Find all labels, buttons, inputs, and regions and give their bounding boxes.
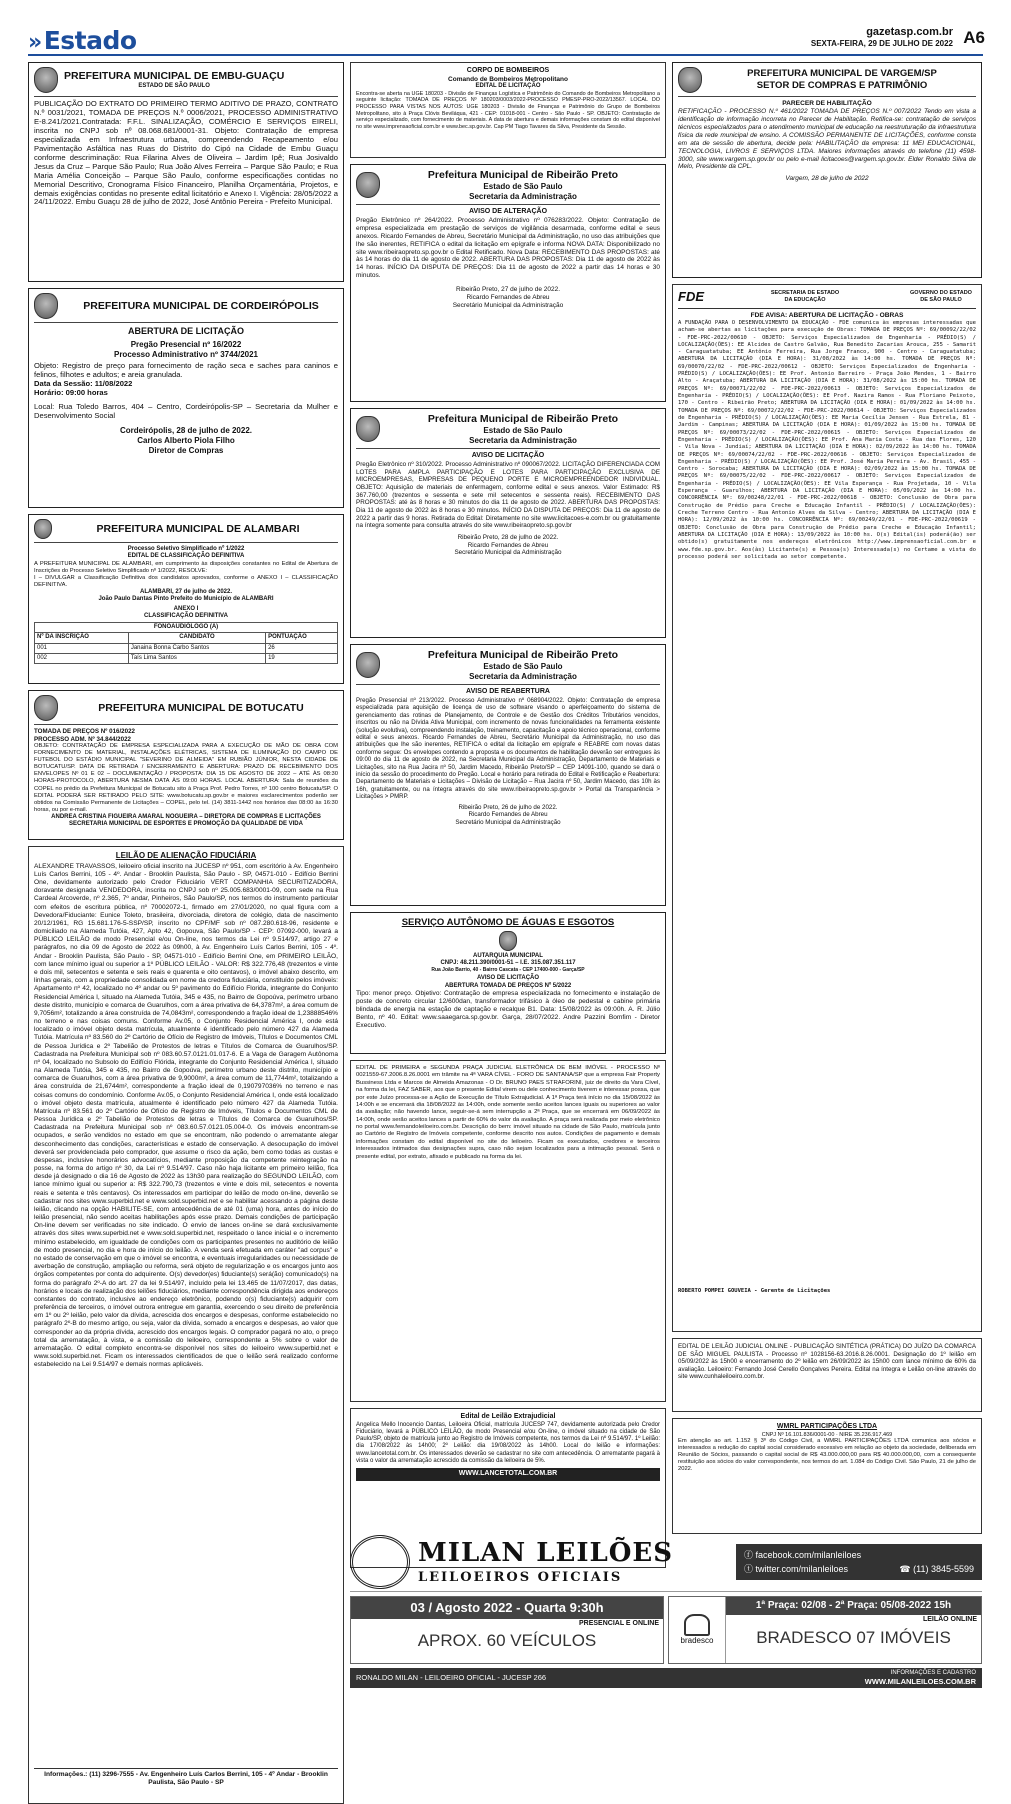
table-header: Nº DA INSCRIÇÃO [35,633,129,643]
milan-leiloes-ad[interactable] [350,1533,982,1779]
notice-edital-judicial [672,1338,982,1412]
table-group: FONOAUDIÓLOGO (A) [35,623,338,633]
table-cell: Janaina Bonna Carbo Santos [128,643,265,653]
embu-subtitle: ESTADO DE SÃO PAULO [138,82,210,89]
cordeiropolis-signer-role: Diretor de Compras [148,445,224,455]
alambari-anexo: ANEXO I [173,605,199,612]
milan-social [736,1544,982,1581]
ad-vehicles-mode: PRESENCIAL E ONLINE [579,1619,659,1627]
table-cell: 002 [35,654,129,664]
ribeirao-crest-icon [356,416,380,442]
milan-brand [418,1538,673,1586]
rp2-aviso: AVISO DE LICITAÇÃO [471,452,545,460]
table-cell: Taís Lima Santos [128,654,265,664]
phone-link[interactable] [899,1562,974,1576]
notice-wmrl [672,1418,982,1534]
embu-title: PREFEITURA MUNICIPAL DE EMBU-GUAÇU [64,69,285,82]
table-cell: 19 [266,654,338,664]
vargem-sign: Vargem, 28 de julho de 2022 [785,175,869,183]
rp3-text: Pregão Presencial nº 213/2022. Processo Administrativo nº 068904/2022. Objeto: Contratação de empresa especializada para aquisição de licença de uso de software visando o aperfeiçoamento do sistema de gerenciamento das rotinas de Planejamento, de Controle e de Gestão dos Créditos Tributários vencidos, inscritos ou não na Dívida Ativa Municipal, com incremento de novas funcionalidades na ferramenta existente (solução evolutiva), compreendendo instalação, treinamento, capacitação e apoio técnico operacional, conforme edital e seus anexos. Ricardo Fernandes de Abreu, Secretário Municipal da Administração, no uso das atribuições que lhe são inerentes, RETIFICA o edital da licitação em epígrafe e REABRE com novas datas conforme segue: Os envelopes contendo a proposta e os documentos de habilitação deverão ser entregues às 09:00 do dia 11 de agosto de 2022, na Secretaria Municipal da Administração, Departamento de Materiais e Licitações, sito na Rua Jacira nº 50, Jardim Macedo, Ribeirão Preto/SP – CEP 14091-100, quando se dará o início da sessão do procedimento do Pregão. Local e horário para retirada do Edital e Retificação e Reabertura: Departamento de Materiais e Licitações – Divisão de Licitação – Rua Jacira nº 50, Jardim Macedo, das 10h às 16h, gratuitamente, ou na íntegra através do site www.ribeiraopreto.sp.gov.br > Portal da Transparência > Licitações > PMRP. [356,696,660,801]
botucatu-tp: TOMADA DE PREÇOS Nº 016/2022 [34,728,135,735]
table-row [35,643,338,653]
leilao-contact: Informações.: (11) 3296-7555 - Av. Engenheiro Luís Carlos Berrini, 105 - 4º Andar - Brooklin Paulista, São Paulo - SP [34,1768,338,1787]
rp1-sub2: Secretaria da Administração [469,191,577,201]
phone-text: (11) 3845-5599 [913,1564,974,1574]
ad-bradesco-mode: LEILÃO ONLINE [922,1616,977,1624]
rp1-sign1: Ribeirão Preto, 27 de julho de 2022. [455,286,561,294]
extrajud-text: Angelica Mello Inocencio Dantas, Leiloeira Oficial, matrícula JUCESP 747, devidamente autorizada pelo Credor Fiduciário, levará a PÚBLICO LEILÃO, de modo Presencial e/ou On-line, o imóvel situado na cidade de São Paulo/SP, objeto de matrícula junto ao Registro de Imóveis competente, nos termos da Lei nº 9.514/97. 1º Leilão: dia 17/08/2022 às 14h00; 2º Leilão: dia 19/08/2022 às 14h00. Local do leilão e informações: www.lancetotal.com.br. Os interessados deverão se cadastrar no site com antecedência. O arrematante pagará à vista o valor da arrematação acrescido da comissão da leiloeira de 5%. [356,1421,660,1465]
notice-alambari [28,514,344,684]
page-number: A6 [963,28,985,47]
fde-heading: FDE AVISA: ABERTURA DE LICITAÇÃO - OBRAS [750,311,904,319]
cordeiropolis-local: Local: Rua Toledo Barros, 404 – Centro, Cordeirópolis-SP – Secretaria da Mulher e Desenvolvimento Social [34,402,338,421]
notice-praca-judicial [350,1060,666,1402]
ribeirao-crest-icon [356,172,380,198]
newspaper-logo[interactable] [28,26,137,57]
masthead [28,26,983,56]
milan-footer-url[interactable]: WWW.MILANLEILOES.COM.BR [864,1677,976,1687]
fde-governo: GOVERNO DO ESTADO DE SÃO PAULO [910,290,972,303]
embu-crest-icon [34,67,58,93]
extrajud-url[interactable]: WWW.LANCETOTAL.COM.BR [356,1468,660,1481]
notice-vargem [672,62,982,278]
table-cell: 001 [35,643,129,653]
wmrl-title: WMRL PARTICIPAÇÕES LTDA [776,1423,878,1430]
wmrl-sub: CNPJ Nº 16.101.836/0001-00 · NIRE 35.236.917.469 [761,1431,893,1438]
alambari-sub1: Processo Seletivo Simplificado nº 1/2022 [127,546,245,552]
rp2-sub1: Estado de São Paulo [483,425,563,435]
alambari-text2: I – DIVULGAR a Classificação Definitiva dos candidatos aprovados, conforme o ANEXO I – CLASSIFICAÇÃO DEFINITIVA. [34,574,338,588]
cordeiropolis-heading: ABERTURA DE LICITAÇÃO [128,326,244,336]
table-header: PONTUAÇÃO [266,633,338,643]
milan-footer-info: INFORMAÇÕES E CADASTRO [890,1669,976,1676]
rp1-sign3: Secretário Municipal da Administração [452,302,564,310]
notice-fde [672,284,982,1332]
cordeiropolis-processo: Processo Administrativo nº 3744/2021 [113,349,259,359]
rp3-sign1: Ribeirão Preto, 26 de julho de 2022. [458,803,558,811]
cordeiropolis-sign-date: Cordeirópolis, 28 de julho de 2022. [119,426,253,436]
botucatu-sign: ANDREA CRISTINA FIGUEIRA AMARAL NOGUEIRA – DIRETORA DE COMPRAS E LICITAÇÕES SECRETARIA MUNICIPAL DE ESPORTES E PROMOÇÃO DA QUALIDADE DE VIDA [51,813,321,828]
cordeiropolis-signer: Carlos Alberto Piola Filho [137,435,235,445]
notice-leilao-fiduciaria [28,846,344,1804]
logo-text: Estado [43,26,137,55]
notice-cordeiropolis [28,288,344,508]
fde-secretaria: SECRETARIA DE ESTADO DA EDUCAÇÃO [770,290,840,303]
column-1 [28,62,344,1786]
rp2-sign2: Ricardo Fernandes de Abreu [467,541,549,549]
botucatu-proc: PROCESSO ADM. Nº 34.844/2022 [34,735,131,743]
bradesco-label: bradesco [680,1636,714,1646]
notice-ribeirao-3 [350,644,666,906]
vargem-title: PREFEITURA MUNICIPAL DE VARGEM/SP [747,68,937,80]
rp1-title: Prefeitura Municipal de Ribeirão Preto [427,169,619,181]
facebook-link[interactable] [744,1548,974,1562]
rp3-aviso: AVISO DE REABERTURA [466,688,550,696]
vargem-text: RETIFICAÇÃO - PROCESSO N.º 461/2022 TOMADA DE PREÇOS N.º 007/2022 Tendo em vista a identificação de informação incorreta no Parecer de Habilitação. Retifica-se: contratação de serviços técnicos especializados para o atendimento municipal de educação na reestruturação da infraestrutura física da rede municipal de ensino. A COMISSÃO PERMANENTE DE LICITAÇÕES, conforme consta em ata de sessão de abertura, decide pela: HABILITAÇÃO da empresa: 11 MEI EDUCACIONAL, TECNOLOGIA, LIVROS E SERVIÇOS LTDA. Maiores informações através do telefone (11) 4598-3000, site www.vargem.sp.gov.br ou pelo e-mail licitacoes@vargem.sp.gov.br. Elder Ronaldo Silva de Melo, Presidente da CPL. [678,108,976,171]
notice-saae [350,912,666,1054]
extrajud-title: Edital de Leilão Extrajudicial [460,1413,556,1420]
saae-text: Tipo: menor preço. Objetivo: Contratação de empresa especializada no fornecimento e instalação de poste de concreto circular 12/600dan, transformador trifásico à óleo de pedestal e cabine primária blindada de energia na estação de captação e recalque B1. Data: 15/08/2022 às 09:00h. A. R. Júlio Bento, nº 40. Edital: www.saaegarca.sp.gov.br. Garça, 28/07/2022. Andre Pazzini Bomfim - Diretor Executivo. [356,989,660,1030]
ad-bradesco-date: 1ª Praça: 02/08 - 2ª Praça: 05/08-2022 15h [726,1597,981,1615]
table-header: CANDIDATO [128,633,265,643]
milan-brand-name: MILAN LEILÕES [418,1538,673,1569]
masthead-info [811,26,983,49]
rp2-sub2: Secretaria da Administração [469,435,577,445]
ad-bradesco[interactable] [668,1596,982,1664]
cordeiropolis-time: Horário: 09:00 horas [34,388,108,398]
botucatu-title: PREFEITURA MUNICIPAL DE BOTUCATU [98,701,304,714]
alambari-sub2: EDITAL DE CLASSIFICAÇÃO DEFINITIVA [127,553,245,560]
saae-sub3: Rua João Barrio, 40 - Bairro Cascata - CEP 17400-000 - Garça/SP [431,967,585,974]
cordeiropolis-pregao: Pregão Presencial nº 16/2022 [130,339,242,349]
cordeiropolis-title: PREFEITURA MUNICIPAL DE CORDEIRÓPOLIS [83,299,319,312]
fde-logo: FDE [678,289,704,304]
rp2-sign3: Secretário Municipal da Administração [454,549,562,557]
rp3-sign2: Ricardo Fernandes de Abreu [468,811,548,819]
saae-sub5: ABERTURA TOMADA DE PREÇOS Nº 5/2022 [444,982,572,989]
bombeiros-sub2: EDITAL DE LICITAÇÃO [475,83,541,90]
notice-botucatu [28,690,344,840]
column-3 [672,62,982,1527]
ad-vehicles-date: 03 / Agosto 2022 - Quarta 9:30h [351,1597,663,1619]
table-cell: 26 [266,643,338,653]
rp1-sub1: Estado de São Paulo [483,181,563,191]
milan-footer [350,1668,982,1688]
leilao-text: ALEXANDRE TRAVASSOS, leiloeiro oficial inscrito na JUCESP nº 951, com escritório à Av. Engenheiro Luís Carlos Berrini, 105 - 4º. Andar - Brooklin Paulista, São Paulo - SP, 04571-010 - Edifício Berrini One, devidamente autorizado pelo Credor Fiduciário VERT COMPANHIA SECURITIZADORA, doravante designada VENDEDORA, inscrita no CNPJ sob nº 25.005.683/0001-09, com sede na Rua Cardeal Arcoverde, nº 2.365, 7º andar, Pinheiros, São Paulo/SP, nos termos do instrumento particular com efeitos de escritura pública, nº 70002072-1, firmado em 27/01/2020, no qual figura com a Devedora/Fiduciante: Eunice Toleto, brasileira, divorciada, diretora de colégio, data de nascimento 20/12/1961, RG 15.681.176-5-SSP/SP, inscrito no CPF/MF sob nº 087.280.618-96, residente e domiciliado na Alameda Tutóia, 427, Apto 42, Gopouva, São Paulo/SP - CEP: 07092-000, levará a PÚBLICO LEILÃO de modo Presencial e/ou On-line, nos termos da Lei nº 9.514/97, artigo 27 e parágrafos, no dia 09 de Agosto de 2022 às 09h00, à Av. Engenheiro Luís Carlos Berrini, 105 - 4º. Andar - Brooklin Paulista, São Paulo - SP, 04571-010 - Edifício Berrini One, em PRIMEIRO LEILÃO, com lance mínimo igual ou superior a 1º PÚBLICO LEILÃO - VALOR: R$ 322.776,48 (trezentos e vinte e dois mil, setecentos e setenta e seis reais e quarenta e oito centavos), o imóvel abaixo descrito, em linhas gerais, com a propriedade consolidada em nome da credora fiduciária, constituído pelos imóveis: Apartamento nº 42, localizado no 4º andar ou 5º pavimento do Edifício Florida, integrante do Conjunto Residencial América I, situado na Alameda Tutóia, 345 e 435, no Bairro de Gopoúva, perímetro urbano deste distrito, município e comarca de Guarulhos, com a área privativa de 64,3787m², a área comum de 9,7056m², totalizando a área construída de 74,0843m², correspondendo a fração ideal de 1,23888546% no terreno e nas coisas comuns. Conforme Av.05, o Conjunto Residencial América I, onde está localizado o imóvel objeto desta matrícula, atualmente é identificado pelo número 427 da Alameda Tutóia. Matrícula nº 83.560 do 2º Cartório de Ofício de Registro de Imóveis, Títulos e Documentos CML de Pessoa Jurídica e 2º Tabelião de Protestos de letras e Títulos de Comarca de Guarulhos/SP. Cadastrada na Prefeitura Municipal sob nº 083.60.57.0121.01.017-6. E a Vaga de Garagem Autônoma nº 04, localizado no Subsolo do Edifício Flórida, integrante do Conjunto Residencial América I, situado na Alameda Tutóia, 345 e 435, no Bairro de Gopoúva, perímetro urbano deste distrito, município e comarca de Guarulhos, com a área privativa de 9,9000m², a área comum de 11,7744m², totalizando a área construída de 21,6744m², correspondente a fração ideal de 0,190797036% no terreno e nas coisas comuns do condomínio. Conforme Av.05, o Conjunto Residencial América I, onde está localizado o imóvel objeto desta matrícula, atualmente é identificado pelo número 427 da Alameda Tutóia. Matrícula nº 83.561 do 2º Cartório de Ofício de Registro de Imóveis, Títulos e Documentos CML de Pessoa Jurídica e 2º Tabelião de Protestos de letras e Títulos de Comarca de Guarulhos/SP. Cadastrada na Prefeitura Municipal sob nº 083.60.57.0121.05.004-0. Os imóveis encontram-se ocupados, e serão vendidos no estado em que se encontram, não podendo o arrematante alegar desconhecimento das condições, características e estado de conservação. A desocupação do imóvel deverá ser providenciada pelo comprador, que assume o risco da ação, bem como todas as custas e despesas, inclusive honorários advocatícios, mediante proposição da competente reintegração na posse, na forma do artigo nº 30, da Lei nº 9.514/97. Caso não haja licitante em primeiro leilão, fica desde já designado o dia 16 de Agosto de 2022 às 13h30 para realização do SEGUNDO LEILÃO, com lance mínimo igual ou superior a: R$ 322.790,73 (trezentos e vinte e dois mil, setecentos e noventa reais e setenta e três centavos). Os interessados em participar do leilão de modo on-line, deverão se cadastrar nos sites www.superbid.net e www.sold.superbid.net e se habilitar acessando a página deste leilão, clicando na opção HABILITE-SE, com antecedência de até 01 (uma) hora, antes do início do leilão presencial, não sendo aceitas habilitações após esse prazo. Demais condições de participação On-line devem ser verificadas no site indicado. O envio de lances on-line se dará exclusivamente através dos sites www.superbid.net e www.sold.superbid.net, respeitado o lance inicial e o incremento mínimo estabelecido, em igualdade de condições com os participantes presentes no auditório de leilão de modo presencial, no dia e hora de início do leilão. A venda será efetuada em caráter "ad corpus" e no estado de conservação em que o imóvel se encontra, e eventuais irregularidades ou necessidade de averbação de construção, ampliação ou reforma, será objeto de regularização e os encargos junto aos órgãos competentes por conta do adquirente. O(s) devedor(es) fiduciante(s) será(ão) comunicado(s) na forma do parágrafo 2º-A do art. 27 da lei 9.514/97, incluído pela lei 13.465 de 11/07/2017, das datas, horários e locais de realização dos leilões fiduciários, mediante correspondência dirigida aos endereços constantes do contrato, inclusive ao endereço eletrônico, podendo o(s) fiduciante(s) adquirir com preferência de terceiros, o imóvel outrora entregue em garantia, exercendo o seu direito de preferência em 1º ou 2º leilão, pelo valor da dívida, acrescida dos encargos e despesas, conforme estabelecido no parágrafo 2º-B do mesmo artigo, ou seja, valor da dívida, somado a encargos e despesas, ao valor que corresponder ao da própria dívida, acrescido dos encargos legais. O comprador pagará no ato, o preço total da arrematação, à vista, e a comissão do leiloeiro, correspondente a 5% sobre o valor de arrematação. O edital completo encontra-se disponível nos sites do leiloeiro www.superbid.net e www.sold.superbid.net. Ficam os interessados cientificados de que o leilão será realizado conforme estabelecido na Lei 9.514/97 e demais normas aplicáveis. [34,862,338,1369]
saae-sub4: AVISO DE LICITAÇÃO [476,975,540,982]
rp1-text: Pregão Eletrônico nº 264/2022. Processo Administrativo nº 076283/2022. Objeto: Contratação de empresa especializada em prestação de serviços de vigilância desarmada, conforme edital e seus anexos. Ricardo Fernandes de Abreu, Secretário Municipal da Administração, no uso das atribuições que lhe são inerentes, RETIFICA o edital da licitação em epígrafe e informa NOVA DATA: Disponibilizado no site www.ribeiraopreto.sp.gov.br o Edital Retificado. Nova Data: RECEBIMENTO DAS PROPOSTAS: até às 14 horas do dia 11 de agosto de 2022. ABERTURA DAS PROPOSTAS: Dia 11 de agosto de 2022 às 14 horas. INÍCIO DA DISPUTA DE PREÇOS: Dia 11 de agosto de 2022 a partir das 14 horas e 30 minutos. [356,216,660,280]
notice-embu-guacu [28,62,344,282]
saae-title: SERVIÇO AUTÔNOMO DE ÁGUAS E ESGOTOS [401,917,615,928]
rp2-text: Pregão Eletrônico nº 310/2022. Processo Administrativo nº 090067/2022. LICITAÇÃO DIFERENCIADA COM LOTES PARA AMPLA PARTICIPAÇÃO E LOTES PARA PARTICIPAÇÃO EXCLUSIVA DE MICROEMPRESAS, EMPRESAS DE PEQUENO PORTE E MICROEMPREENDEDOR INDIVIDUAL. OBJETO: Aquisição de materiais de enfermagem, conforme edital e seus anexos. Valor Estimado: R$ 367.760,00 (trezentos e sessenta e sete mil setecentos e sessenta reais). RECEBIMENTO DAS PROPOSTAS: até às 8 horas e 30 minutos do dia 11 de agosto de 2022. ABERTURA DAS PROPOSTAS: Dia 11 de agosto de 2022 às 8 horas e 30 minutos. INÍCIO DA DISPUTA DE PREÇOS: Dia 11 de agosto de 2022 a partir das 9 horas. Retirada do Edital: Diretamente no site www.licitacoes-e.com.br ou gratuitamente na íntegra somente para consulta através do site www.ribeiraopreto.sp.gov.br [356,460,660,530]
bombeiros-sub: Comando de Bombeiros Metropolitano [448,75,568,83]
twitter-icon: ⓣ [744,1564,756,1574]
alambari-signer: João Paulo Dantas Pinto Prefeito do Município de ALAMBARI [98,596,274,603]
site-url[interactable]: gazetasp.com.br [866,26,953,38]
rp2-sign1: Ribeirão Preto, 28 de julho de 2022. [457,533,559,541]
rp3-sub2: Secretaria da Administração [469,671,577,681]
twitter-link[interactable] [744,1562,848,1576]
wmrl-text: Em atenção ao art. 1.152 § 3º do Código Civil, a WMRL PARTICIPAÇÕES LTDA comunica aos sócios e interessados a redução do capital social considerado excessivo em relação ao objeto da sociedade, deliberada em Reunião de Sócios, passando o capital social de R$ 43.000.000,00 para R$ 40.000.000,00, com a consequente restituição aos sócios do valor correspondente, nos termos do art. 1.084 do Código Civil. São Paulo, 21 de julho de 2022. [678,1438,976,1473]
alambari-sign: ALAMBARI, 27 de julho de 2022. [139,588,233,595]
twitter-text: twitter.com/milanleiloes [755,1564,849,1574]
rp2-title: Prefeitura Municipal de Ribeirão Preto [427,413,619,425]
milan-brand-sub: LEILOEIROS OFICIAIS [418,1569,623,1585]
botucatu-text: OBJETO: CONTRATAÇÃO DE EMPRESA ESPECIALIZADA PARA A EXECUÇÃO DE MÃO DE OBRA COM FORNECIMENTO DE MATERIAL, INSTALAÇÕES ELÉTRICAS, SISTEMA DE ILUMINAÇÃO DO CAMPO DE FUTEBOL DO ESTÁDIO MUNICIPAL "SEVERINO DE ALMEIDA" EM RUBIÃO JÚNIOR, NESTA CIDADE DE BOTUCATU/SP. DATA DE RETIRADA / ENCERRAMENTO E ABERTURA: PRAZO DE RECEBIMENTO DOS ENVELOPES Nº 01 E 02 – DOCUMENTAÇÃO / PROPOSTA: DIA 15 DE AGOSTO DE 2022 – ATÉ ÀS 08:30 HORAS-PROTOCOLO, ABERTURA NESMA DATA ÀS 09:00 HORAS. LOCAL ABERTURA: Sala de reuniões da COPEL no prédio da Prefeitura Municipal de Botucatu sito à Praça Prof. Pedro Torres, nº 100 centro Botucatu/SP. O EDITAL PODERÁ SER RETIRADO PELO SITE: www.botucatu.sp.gov.br e maiores esclarecimentos poderão ser obtidos na Comissão Permanente de Licitações – COPEL, pelo tel. (14) 3811-1442 nos horários das 08:00 às 16:30 horas, ou por e-mail. [34,743,338,813]
cordeiropolis-date: Data da Sessão: 11/08/2022 [34,379,133,389]
milan-footer-left: RONALDO MILAN - LEILOEIRO OFICIAL - JUCESP 266 [356,1673,547,1683]
phone-icon: ☎ [899,1564,914,1574]
rp3-title: Prefeitura Municipal de Ribeirão Preto [427,649,619,661]
facebook-text: facebook.com/milanleiloes [755,1549,862,1560]
notice-ribeirao-1 [350,164,666,402]
notice-ribeirao-2 [350,408,666,638]
vargem-sub2: PARECER DE HABILITAÇÃO [782,100,872,107]
edital-judicial-text: EDITAL DE LEILÃO JUDICIAL ONLINE - PUBLICAÇÃO SINTÉTICA (PRÁTICA) DO JUÍZO DA COMARCA DE SÃO MIGUEL PAULISTA - Processo nº 1028156-63.2016.8.26.0001. Designação do 1º leilão em 05/09/2022 às 15h00 e encerramento do 2º leilão em 26/09/2022 às 15h00 com lance mínimo de 60% da avaliação. Leiloeiro: Fernando José Cerello Gonçalves Pereira. Edital na íntegra e Leilão on-line através do site www.cunhaleiloeiro.com.br. [678,1343,976,1381]
alambari-crest-icon [34,519,52,539]
bradesco-logo-icon [684,1614,710,1636]
rp1-aviso: AVISO DE ALTERAÇÃO [468,208,548,216]
alambari-anexo-sub: CLASSIFICAÇÃO DEFINITIVA [144,612,228,619]
saae-sub2: CNPJ: 48.211.390/0001-51 – I.E. 315.087.351.117 [440,959,576,966]
rp3-sign3: Secretário Municipal da Administração [455,818,561,826]
rp1-sign2: Ricardo Fernandes de Abreu [466,294,550,302]
cordeiropolis-objeto: Objeto: Registro de preço para fornecimento de ração seca e saches para caninos e felinos, filhotes e adultos; e areia granulada. [34,361,338,380]
column-2 [350,62,666,1527]
notice-bombeiros [350,62,666,158]
vargem-sub: SETOR DE COMPRAS E PATRIMÔNIO [756,80,928,91]
leilao-title: LEILÃO DE ALIENAÇÃO FIDUCIÁRIA [115,851,257,860]
ad-vehicles-title: APROX. 60 VEÍCULOS [417,1631,597,1651]
saae-sub1: AUTARQUIA MUNICIPAL [473,952,543,959]
facebook-icon: ⓕ [744,1549,756,1560]
table-row [35,654,338,664]
ad-vehicles[interactable] [350,1596,664,1664]
alambari-title: PREFEITURA MUNICIPAL DE ALAMBARI [96,522,300,535]
ad-bradesco-title: BRADESCO 07 IMÓVEIS [756,1627,951,1647]
ribeirao-crest-icon [356,652,380,678]
alambari-classification-table [34,622,338,664]
praca-judicial-text: EDITAL DE PRIMEIRA e SEGUNDA PRAÇA JUDICIAL ELETRÔNICA DE BEM IMÓVEL - PROCESSO Nº 0021559-67.2006.8.26.0001 em trâmite na 4ª VARA CÍVEL - FORO DE SANTANA/SP que a empresa Fair Property Bussiness Ltda e Marcos de Almeida Amazonas - O Dr. BRUNO PAES STRAFORINI, juiz de direito da Vara Cível, na forma da lei, FAZ SABER, aos que o presente Edital virem ou dele conhecimento tiverem e interessar possa, que por este Juízo processa-se a Ação de Execução de Título Extrajudicial. A 1ª Praça terá início no dia 15/08/2022 às 14:00h e se encerrará dia 18/08/2022 às 14:00h, onde somente serão aceitos lances iguais ou superiores ao valor da avaliação; não havendo lance, seguir-se-á sem interrupção a 2ª Praça, que se encerrará em 06/09/2022 às 14:00h, onde serão aceitos lances a partir de 60% do valor da avaliação. A praça será realizada por meio eletrônico no portal www.fernandoleiloeiro.com.br. Descrição do bem: imóvel situado na cidade de São Paulo, matrícula junto ao Cartório de Registro de Imóveis competente, conforme descrito nos autos. Condições de pagamento e demais informações constam do edital disponível no site do leiloeiro. Ficam os executados, credores e terceiros interessados intimados das designações supra, caso não sejam localizados para a intimação pessoal. Será o presente edital, por extrato, afixado e publicado na forma da lei. [356,1065,660,1160]
fde-text: A FUNDAÇÃO PARA O DESENVOLVIMENTO DA EDUCAÇÃO - FDE comunica às empresas interessadas que acham-se abertas as licitações para execução de Obras: TOMADA DE PREÇOS Nº: 69/00092/22/02 - FDE-PRC-2022/00610 - OBJETO: Serviços Especializados de Engenharia - PRÉDIO(S) / LOCALIZAÇÃO(ÕES): EE Alcides de Castro Galvão, Rua Benedito Zacarias Arouca, 255 - Samarit - Caraguatatuba; EE Antônio Ferreira, Rua Jorge Franco, 900 - Centro - Caraguatatuba; ABERTURA DA LICITAÇÃO (DIA E HORA): 31/08/2022 às 14:00 hs. TOMADA DE PREÇOS Nº: 69/00070/22/02 - FDE-PRC-2022/00612 - OBJETO: Serviços Especializados de Engenharia - PRÉDIO(S) / LOCALIZAÇÃO(ÕES): EE Prof. Antonio Barreiro - Praça João Mendes, 1 - Bairro Alto - Araçatuba; ABERTURA DA LICITAÇÃO (DIA E HORA): 31/08/2022 às 15:00 hs. TOMADA DE PREÇOS Nº: 69/00071/22/02 - FDE-PRC-2022/00613 - OBJETO: Serviços Especializados de Engenharia - PRÉDIO(S) / LOCALIZAÇÃO(ÕES): EE Prof. Nazira Ramos - Rua Floriano Peixoto, 170 - Centro - Ribeirão Preto; ABERTURA DA LICITAÇÃO (DIA E HORA): 01/09/2022 às 14:00 hs. TOMADA DE PREÇOS Nº: 69/00072/22/02 - FDE-PRC-2022/00614 - OBJETO: Serviços Especializados de Engenharia - PRÉDIO(S) / LOCALIZAÇÃO(ÕES): EE Maria Cecília Jensen - Rua Estrela, 81 - Jardim - Campinas; ABERTURA DA LICITAÇÃO (DIA E HORA): 01/09/2022 às 15:00 hs. TOMADA DE PREÇOS Nº: 69/00073/22/02 - FDE-PRC-2022/00615 - OBJETO: Serviços Especializados de Engenharia - PRÉDIO(S) / LOCALIZAÇÃO(ÕES): EE Prof. Ana Maria Costa - Rua das Flores, 120 - Vila Nova - Jundiaí; ABERTURA DA LICITAÇÃO (DIA E HORA): 02/09/2022 às 14:00 hs. TOMADA DE PREÇOS Nº: 69/00074/22/02 - FDE-PRC-2022/00616 - OBJETO: Serviços Especializados de Engenharia - PRÉDIO(S) / LOCALIZAÇÃO(ÕES): EE Prof. José Maria Pereira - Av. Brasil, 455 - Centro - Sorocaba; ABERTURA DA LICITAÇÃO (DIA E HORA): 02/09/2022 às 15:00 hs. TOMADA DE PREÇOS Nº: 69/00075/22/02 - FDE-PRC-2022/00617 - OBJETO: Serviços Especializados de Engenharia - PRÉDIO(S) / LOCALIZAÇÃO(ÕES): EE Vila Esperança - Rua Projetada, 10 - Vila Esperança - Guarulhos; ABERTURA DA LICITAÇÃO (DIA E HORA): 05/09/2022 às 14:00 hs. CONCORRÊNCIA Nº: 69/00248/22/01 - FDE-PRC-2022/00618 - OBJETO: Conclusão de Obra para Construção de Prédio para Creche e Educação Infantil - PRÉDIO(S) / LOCALIZAÇÃO(ÕES): Creche Terreno Centro - Rua Antonio Alves da Silva - Centro; ABERTURA DA LICITAÇÃO (DIA E HORA): 12/09/2022 às 10:00 hs. CONCORRÊNCIA Nº: 69/00249/22/01 - FDE-PRC-2022/00619 - OBJETO: Conclusão de Obra para Construção de Prédio para Creche e Educação Infantil; ABERTURA DA LICITAÇÃO (DIA E HORA): 13/09/2022 às 10:00 hs. O(s) Edital(is) poderá(ão) ser obtido(s) gratuitamente nos endereços eletrônicos http://www.imprensaoficial.com.br e www.fde.sp.gov.br. Aos(às) Licitante(s) e Pessoa(s) Interessada(s) no Certame a vista do processo poderá ser solicitada ao setor competente. [678,319,977,560]
milan-emblem-icon [350,1535,410,1589]
alambari-text: A PREFEITURA MUNICIPAL DE ALAMBARI, em cumprimento às disposições constantes no Edital de Abertura de Inscrições do Processo Seletivo Simplificado nº 1/2022, RESOLVE: [34,560,338,574]
cordeiropolis-crest-icon [34,293,58,319]
vargem-crest-icon [678,67,702,93]
botucatu-crest-icon [34,695,58,721]
rp3-sub1: Estado de São Paulo [483,661,563,671]
bombeiros-text: Encontra-se aberta na UGE 180203 - Divisão de Finanças Logística e Patrimônio do Comando de Bombeiros Metropolitano a seguinte licitação: TOMADA DE PREÇOS Nº 180203/0003/2022-PROCESSO PMESP-PRO-2022/13567. LOCAL DO PROCESSO PARA VISTAS NOS AUTOS: UGE 180203 - Divisão de Finanças e Patrimônio do Grupo de Bombeiros Metropolitano, sito à Praça Clóvis Beviláqua, 421 - CEP: 01018-001 - Centro - São Paulo - SP. OBJETO: Contratação de serviço especializado, com fornecimento de materiais. A data de abertura e demais informações constam do edital disponível no site www.imprensaoficial.com.br e www.bec.sp.gov.br. Cap PM Tiago Tavares da Silva, Presidente da Sessão. [356,90,660,130]
bombeiros-title: CORPO DE BOMBEIROS [466,67,550,74]
logo-arrows-icon: » [28,30,42,55]
saae-logo-icon [499,931,517,951]
edition-date: SEXTA-FEIRA, 29 DE JULHO DE 2022 [810,39,953,49]
fde-sign: ROBERTO POMPEI GOUVEIA - Gerente de Licitações [678,1287,831,1294]
embu-text: PUBLICAÇÃO DO EXTRATO DO PRIMEIRO TERMO ADITIVO DE PRAZO, CONTRATO N.º 0031/2021, TOMADA DE PREÇOS N.º 0006/2021, PROCESSO ADMINISTRATIVO E-8.241/2021.Contratada: F.F.L. SINALIZAÇÃO, COMÉRCIO E SERVIÇOS EIRELI, inscrita no CNPJ sob nº 08.068.681/0001-31. Objeto: Contratação de empresa especializada em Infraestrutura urbana, compreendendo Recapeamento e/ou Pavimentação Asfáltica nas Ruas do Distrito do Cipó na Cidade de Embu Guaçu conforme descriminação: Rua Filarina Alves de Oliveira – Jardim Ipê; Rua Josivaldo Jesus da Cruz – Parque São Paulo; Rua João Alves Ferreira – Parque São Paulo; e Rua Maria Amélia Conceição – Parque São Paulo, conforme especificações contidas no Memorial Descritivo, Cronograma Físico Financeiro, Planilha Orçamentária, Projetos, e demais exigências contidas no presente edital licitatório e Anexo I. Vigência: 28/05/2022 a 24/11/2022. Embu Guaçu 28 de julho de 2022, José Antônio Pereira - Prefeito Municipal. [34,99,338,207]
